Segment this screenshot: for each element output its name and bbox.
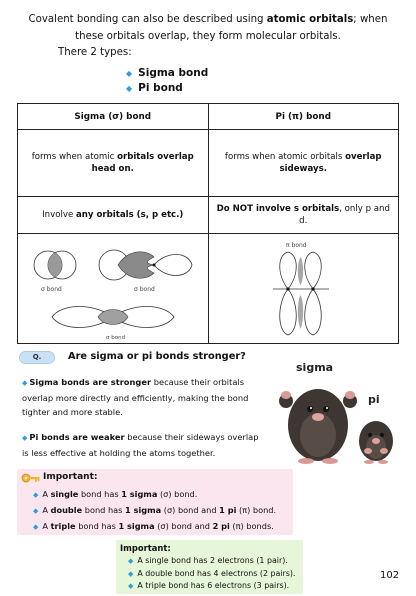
pi-orbital-diagram	[209, 235, 399, 343]
overlap-region	[297, 295, 302, 329]
p-lobe-shape	[304, 252, 321, 289]
bullet-icon: ◆	[126, 69, 133, 78]
bullet-icon: ◆	[33, 523, 39, 531]
question-badge: Q.	[19, 351, 55, 364]
list-item: ◆ A double bond has 1 sigma (σ) bond and 1 pi (π) bond.	[33, 505, 277, 515]
important-box-electrons	[116, 540, 303, 594]
sigma-orbital-diagram	[18, 235, 208, 343]
list-item: ◆ A single bond has 2 electrons (1 pair).	[128, 556, 288, 565]
bullet-icon: ◆	[22, 379, 28, 387]
pi-definition: forms when atomic orbitals overlap sideways.	[208, 130, 399, 197]
illustration-label-pi: pi	[368, 393, 380, 406]
important-title: Important:	[120, 543, 171, 553]
key-icon	[21, 472, 41, 486]
bullet-icon: ◆	[128, 582, 134, 590]
list-item: ◆ Sigma bond	[126, 67, 209, 79]
bullet-icon: ◆	[128, 569, 134, 578]
pi-header: Pi (π) bond	[208, 104, 399, 130]
bullet-icon: ◆	[128, 557, 134, 565]
nucleus-dot	[153, 263, 156, 266]
pi-diagram	[208, 234, 399, 344]
bullet-icon: ◆	[33, 491, 39, 499]
pi-label: π bond	[285, 241, 307, 249]
small-mole-icon	[359, 421, 393, 464]
overlap-region	[98, 309, 128, 324]
pi-orbitals: Do NOT involve s orbitals, only p and d.	[208, 197, 399, 234]
comparison-table	[17, 103, 399, 344]
bullet-icon: ◆	[126, 84, 133, 93]
overlap-region	[48, 252, 62, 276]
sigma-label: σ bond	[106, 334, 126, 341]
big-mole-icon	[279, 389, 357, 464]
list-item: ◆ A triple bond has 6 electrons (3 pairs).	[128, 581, 290, 590]
bullet-icon: ◆	[33, 507, 39, 515]
nucleus-dot	[311, 287, 314, 290]
sigma-diagrams	[18, 234, 209, 344]
electron-count-list	[128, 555, 295, 593]
intro-text: Covalent bonding can also be described using atomic orbitals; when these orbitals overlap, they form molecular orbitals.	[28, 14, 388, 42]
list-item: ◆ A double bond has 4 electrons (2 pairs).	[128, 568, 296, 578]
bond-count-list	[33, 487, 276, 535]
p-lobe-shape	[279, 252, 296, 289]
overlap-region	[297, 257, 302, 285]
p-lobe-shape	[279, 289, 296, 335]
list-item: ◆ Pi bond	[126, 82, 183, 94]
page-number: 102	[380, 570, 400, 581]
sigma-orbitals: Involve any orbitals (s, p etc.)	[18, 197, 209, 234]
list-item: ◆ A single bond has 1 sigma (σ) bond.	[33, 489, 198, 499]
question-text: Are sigma or pi bonds stronger?	[68, 351, 246, 362]
sigma-header: Sigma (σ) bond	[18, 104, 209, 130]
p-lobe-shape	[304, 289, 321, 335]
illustration-label-sigma: sigma	[296, 361, 334, 374]
sigma-label: σ bond	[134, 285, 155, 293]
p-lobe-shape	[154, 254, 192, 275]
sigma-label: σ bond	[41, 285, 62, 293]
pi-strength-paragraph: ◆ Pi bonds are weaker because their sideways overlap is less effective at holding the atoms together.	[22, 432, 259, 458]
important-title: Important:	[43, 472, 98, 482]
sigma-strength-paragraph: ◆ Sigma bonds are stronger because their orbitals overlap more directly and efficiently, making the bond tighter and more stable.	[22, 377, 249, 417]
list-item: ◆ A triple bond has 1 sigma (σ) bond and 2 pi (π) bonds.	[33, 521, 274, 531]
sigma-definition: forms when atomic orbitals overlap head on.	[18, 130, 209, 197]
types-lead: There 2 types:	[58, 47, 132, 58]
p-lobe-shape	[118, 251, 154, 278]
important-box-bonds	[17, 469, 293, 535]
bullet-icon: ◆	[22, 434, 28, 442]
mole-illustration	[272, 355, 406, 467]
types-list	[126, 66, 208, 96]
nucleus-dot	[286, 287, 289, 290]
